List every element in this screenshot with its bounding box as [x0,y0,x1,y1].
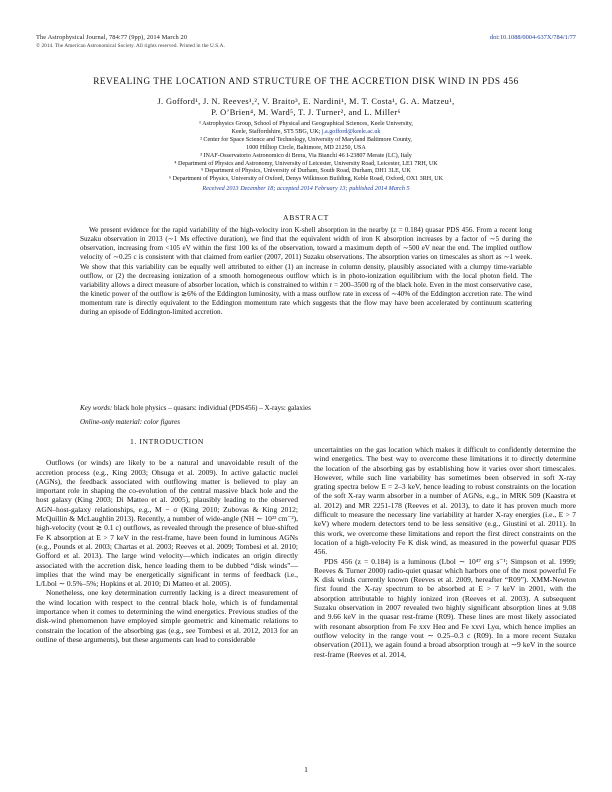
affiliations [60,121,552,184]
affiliation-text: Keele, Staffordshire, ST5 5BG, UK; [231,128,322,135]
keywords-list: black hole physics – quasars: individual (PDS456) – X-rays: galaxies [114,404,311,412]
doi-link[interactable]: doi:10.1088/0004-637X/784/1/77 [489,34,576,41]
body-paragraph: Outflows (or winds) are likely to be a natural and unavoidable result of the accretion process (e.g., King 2003; Ohsuga et al. 2009). In active galactic nuclei (AGNs), the feedback associated with outflowing matter is believed to play an important role in shaping the co-evolution of the central massive black hole and the host galaxy (King 2003; Di Matteo et al. 2005), plausibly leading to the observed AGN–host-galaxy relationships, e.g., M − σ (King 2010; Zubovas & King 2012; McQuillin & McLaughlin 2013). Recently, a number of wide-angle (NH ∼ 10²³ cm⁻²), high-velocity (vout ≳ 0.1 c) outflows, as revealed through the presence of blue-shifted Fe K absorption at E > 7 keV in the rest-frame, have been found in luminous AGNs (e.g., Pounds et al. 2003; Chartas et al. 2003; Reeves et al. 2009; Tombesi et al. 2010; Gofford et al. 2013). The large wind velocity—which indicates an origin directly associated with the accretion disk, hence leading them to be dubbed “disk winds”—implies that the wind may be energetically significant in terms of feedback (i.e., L/Lbol ∼ 0.5%–5%; Hopkins et al. 2010; Di Matteo et al. 2005). [36,458,298,589]
affiliation-line: 1000 Hilltop Circle, Baltimore, MD 21250, USA [246,144,366,151]
page-number: 1 [304,765,308,774]
abstract-heading: ABSTRACT [282,213,330,222]
affiliation-line: ² Center for Space Science and Technology, University of Maryland Baltimore County, [200,136,412,143]
keywords-label: Key words: [80,404,113,412]
affiliation-line [60,129,552,137]
copyright-notice: © 2014. The American Astronomical Society. All rights reserved. Printed in the U.S.A. [36,43,225,49]
body-paragraph: uncertainties on the gas location which makes it difficult to confidently determine the wind energetics. The best way to overcome these limitations it to directly determine the location of the absorbing gas by establishing how it varies over short timescales. However, while such line variability has sometimes been observed in soft X-ray grating spectra below E = 2–3 keV, hence leading to robust constraints on the location of the soft X-ray warm absorber in a number of AGNs, e.g., in MRK 509 (Kaastra et al. 2012) and MR 2251-178 (Reeves et al. 2013), to date it has proven much more difficult to measure the necessary line variability at harder X-ray energies (i.e., E > 7 keV) where modern detectors tend to be less sensitive (e.g., Giustini et al. 2011). In this work, we overcome these limitations and report the first direct constraints on the location of a high-velocity Fe K disk wind, as measured in the powerful quasar PDS 456. [314,445,576,557]
body-paragraph: Nonetheless, one key determination currently lacking is a direct measurement of the wind location with respect to the central black hole, which is of fundamental importance when it comes to determining the wind energetics. Previous studies of the disk-wind phenomenon have employed simple geometric and kinematic relations to constrain the location of the absorbing gas (e.g., see Tombesi et al. 2012, 2013 for an outline of these arguments), but these arguments can lead to considerable [36,588,298,644]
section-heading: 1. INTRODUCTION [130,437,204,446]
author-list [36,96,576,118]
right-column [314,445,576,659]
journal-citation: The Astrophysical Journal, 784:77 (9pp), 2014 March 20 [36,34,188,41]
publication-dates: Received 2013 December 18; accepted 2014 February 13; published 2014 March 5 [202,185,410,192]
online-material-note: Online-only material: color figures [80,418,181,426]
left-column [36,437,298,644]
abstract-text: We present evidence for the rapid variability of the high-velocity iron K-shell absorption in the nearby (z = 0.184) quasar PDS 456. From a recent long Suzaku observation in 2013 (∼1 Ms effective duration), we find that the equivalent width of iron K absorption increases by a factor of ∼5 during the observation, increasing from <105 eV within the first 100 ks of the observation, toward a maximum depth of ∼500 eV near the end. The implied outflow velocity of ∼0.25 c is consistent with that claimed from earlier (2007, 2011) Suzaku observations. The absorption varies on timescales as short as ∼1 week. We show that this variability can be equally well attributed to either (1) an increase in column density, plausibly associated with a clumpy time-variable outflow, or (2) the decreasing ionization of a smooth homogeneous outflow which is in photo-ionization equilibrium with the local photon field. The variability allows a direct measure of absorber location, which is constrained to within r = 200–3500 rg of the black hole. Even in the most conservative case, the kinetic power of the outflow is ≳6% of the Eddington luminosity, with a mass outflow rate in excess of ∼40% of the Eddington accretion rate. The wind momentum rate is directly equivalent to the Eddington momentum rate which suggests that the flow may have been accelerated by continuum scattering during an episode of Eddington-limited accretion. [80,226,532,317]
affiliation-line: ⁵ Department of Physics, University of Durham, South Road, Durham, DH1 3LE, UK [201,168,411,175]
running-head [36,34,225,50]
keywords [80,404,532,413]
affiliation-line: ¹ Astrophysics Group, School of Physical and Geographical Sciences, Keele University, [199,121,413,127]
email-link[interactable]: j.a.gofford@keele.ac.uk [321,128,381,135]
author-line-1: J. Gofford¹, J. N. Reeves¹,², V. Braito³, E. Nardini¹, M. T. Costa¹, G. A. Matzeu¹, [157,97,455,106]
affiliation-line: ⁶ Department of Physics, University of Oxford, Denys Wilkinson Building, Keble Road, Oxford, OX1 3RH, UK [168,176,444,183]
affiliation-line: ³ INAF-Osservatorio Astronomico di Brera, Via Bianchi 46 I-23807 Merate (LC), Italy [200,152,412,159]
affiliation-line: ⁴ Department of Physics and Astronomy, University of Leicester, University Road, Leicester, LE1 7RH, UK [174,160,438,167]
author-line-2: P. O’Brien⁴, M. Ward⁵, T. J. Turner², and L. Miller⁶ [211,108,401,117]
body-paragraph: PDS 456 (z = 0.184) is a luminous (Lbol ∼ 10⁴⁷ erg s⁻¹; Simpson et al. 1999; Reeves & Turner 2000) radio-quiet quasar which harbors one of the most powerful Fe K disk winds currently known (Reeves et al. 2009, hereafter “R09”). XMM-Newton first found the X-ray spectrum to be absorbed at E > 7 keV in 2001, with the absorption attributable to highly ionized iron (Reeves et al. 2003). A subsequent Suzaku observation in 2007 revealed two highly significant absorption lines at 9.08 and 9.66 keV in the quasar rest-frame (R09). These lines are most likely associated with resonant absorption from Fe xxv Heα and Fe xxvi Lyα, which hence implies an outflow velocity in the range vout ∼ 0.25–0.3 c (R09). In a more recent Suzaku observation (2011), we again found a broad absorption trough at ∼9 keV in the source rest-frame (Reeves et al. 2014, [314,556,576,659]
paper-title: REVEALING THE LOCATION AND STRUCTURE OF THE ACCRETION DISK WIND IN PDS 456 [93,76,519,86]
